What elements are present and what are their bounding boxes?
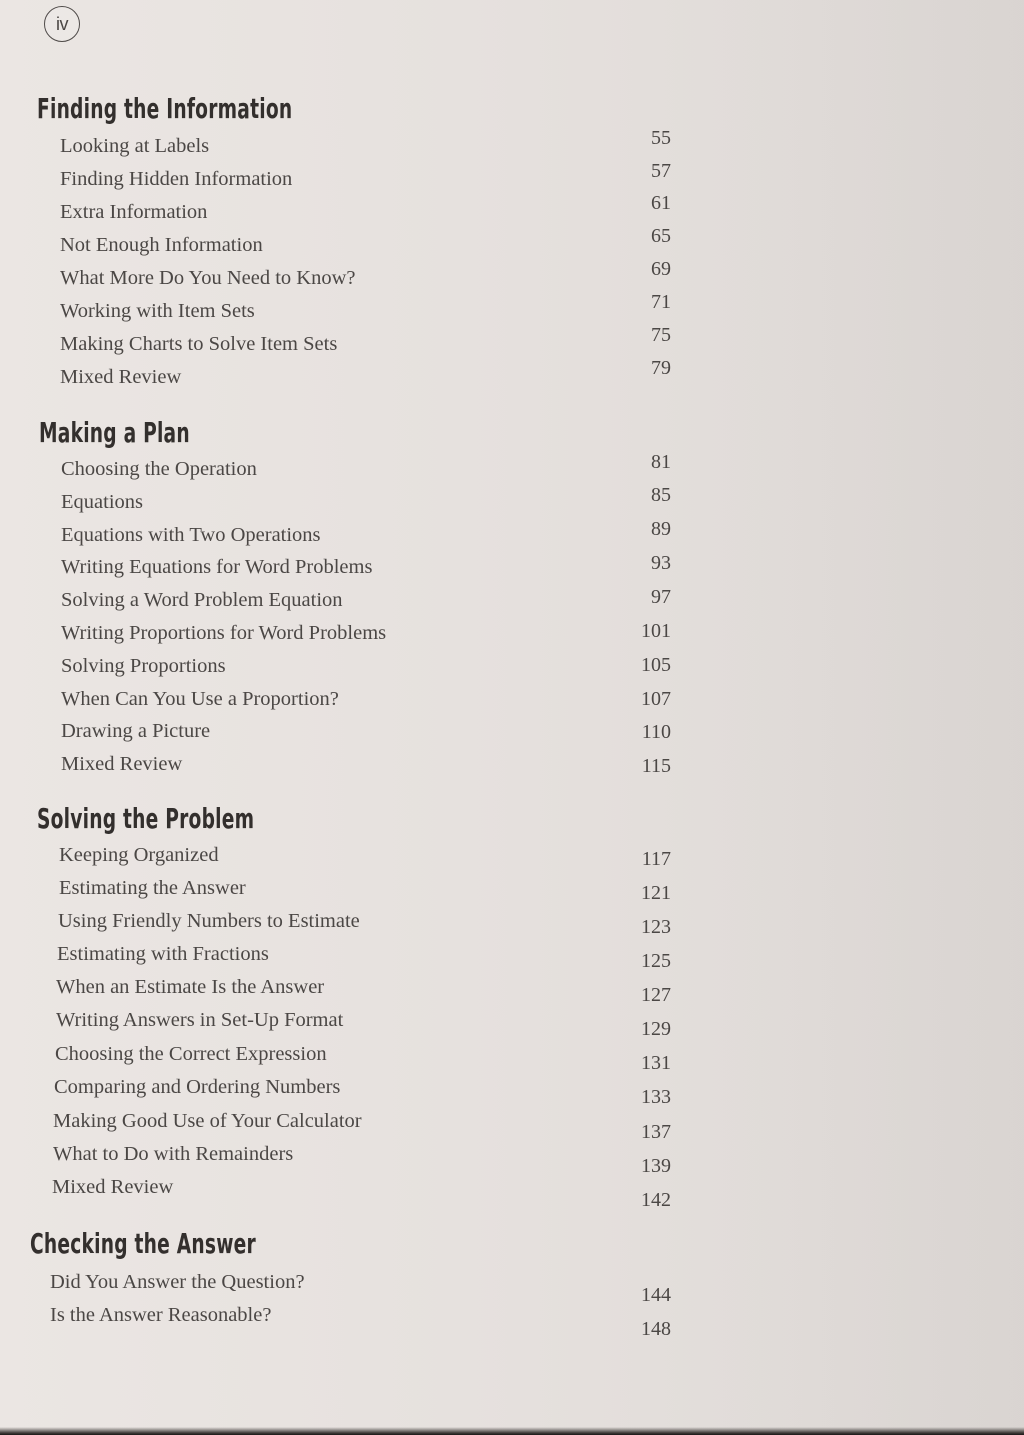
toc-entry: When Can You Use a Proportion?	[61, 688, 339, 710]
toc-entry: Writing Answers in Set-Up Format	[56, 1009, 344, 1031]
toc-entry: When an Estimate Is the Answer	[56, 976, 325, 998]
toc-page-number: 139	[641, 1155, 671, 1177]
toc-entry: Solving Proportions	[61, 655, 226, 677]
toc-entry: What More Do You Need to Know?	[60, 267, 356, 289]
toc-entry: What to Do with Remainders	[53, 1143, 294, 1165]
toc-entry: Using Friendly Numbers to Estimate	[58, 910, 360, 932]
toc-entry: Drawing a Picture	[61, 720, 211, 742]
toc-entry: Extra Information	[60, 201, 208, 223]
toc-entry: Equations	[61, 491, 143, 513]
toc-page-number: 115	[641, 755, 671, 777]
toc-entry: Finding Hidden Information	[60, 168, 293, 190]
toc-entry: Is the Answer Reasonable?	[50, 1304, 272, 1326]
section-title: Making a Plan	[39, 416, 190, 449]
toc-entry: Writing Proportions for Word Problems	[61, 622, 387, 644]
toc-entry: Comparing and Ordering Numbers	[54, 1076, 341, 1098]
toc-entry: Choosing the Operation	[61, 458, 257, 480]
toc-page-number: 123	[641, 916, 671, 938]
toc-entry: Not Enough Information	[60, 234, 263, 256]
page-edge-shadow	[0, 1427, 1024, 1435]
page-number: iv	[56, 13, 68, 34]
toc-page-number: 75	[651, 324, 671, 346]
toc-page-number: 81	[651, 451, 671, 473]
toc-entry: Keeping Organized	[59, 844, 219, 866]
toc-entry: Equations with Two Operations	[61, 524, 321, 546]
toc-entry: Making Good Use of Your Calculator	[53, 1110, 362, 1132]
toc-entry: Looking at Labels	[60, 135, 210, 157]
toc-entry: Mixed Review	[52, 1176, 174, 1198]
toc-entry: Making Charts to Solve Item Sets	[60, 333, 338, 355]
toc-entry: Solving a Word Problem Equation	[61, 589, 343, 611]
toc-page-number: 107	[641, 688, 671, 710]
toc-page-number: 93	[651, 552, 671, 574]
toc-page-number: 117	[641, 848, 671, 870]
toc-entry: Mixed Review	[61, 753, 183, 775]
toc-entry: Writing Equations for Word Problems	[61, 556, 373, 578]
section-title: Checking the Answer	[30, 1227, 256, 1260]
toc-page-number: 79	[651, 357, 671, 379]
toc-page-number: 69	[651, 258, 671, 280]
toc-page-number: 127	[641, 984, 671, 1006]
toc-page-number: 97	[651, 586, 671, 608]
toc-page-number: 131	[641, 1052, 671, 1074]
toc-page-number: 71	[651, 291, 671, 313]
toc-page-number: 85	[651, 484, 671, 506]
toc-page-number: 110	[641, 721, 671, 743]
toc-page-number: 148	[641, 1318, 671, 1340]
toc-entry: Did You Answer the Question?	[50, 1271, 305, 1293]
toc-page-number: 121	[641, 882, 671, 904]
toc-page-number: 144	[641, 1284, 671, 1306]
toc-page-number: 89	[651, 518, 671, 540]
toc-entry: Mixed Review	[60, 366, 182, 388]
toc-entry: Estimating with Fractions	[57, 943, 269, 965]
toc-entry: Choosing the Correct Expression	[55, 1043, 327, 1065]
toc-page-number: 137	[641, 1121, 671, 1143]
toc-page-number: 105	[641, 654, 671, 676]
toc-page-number: 125	[641, 950, 671, 972]
toc-page-number: 61	[651, 192, 671, 214]
toc-page-number: 142	[641, 1189, 671, 1211]
section-title: Finding the Information	[37, 92, 293, 125]
toc-page-number: 101	[641, 620, 671, 642]
toc-entry: Working with Item Sets	[60, 300, 255, 322]
toc-page-number: 129	[641, 1018, 671, 1040]
section-title: Solving the Problem	[37, 802, 255, 835]
toc-page-number: 65	[651, 225, 671, 247]
toc-page-number: 55	[651, 127, 671, 149]
toc-entry: Estimating the Answer	[59, 877, 246, 899]
toc-page-number: 57	[651, 160, 671, 182]
page-shade	[704, 0, 1024, 1435]
toc-page-number: 133	[641, 1086, 671, 1108]
